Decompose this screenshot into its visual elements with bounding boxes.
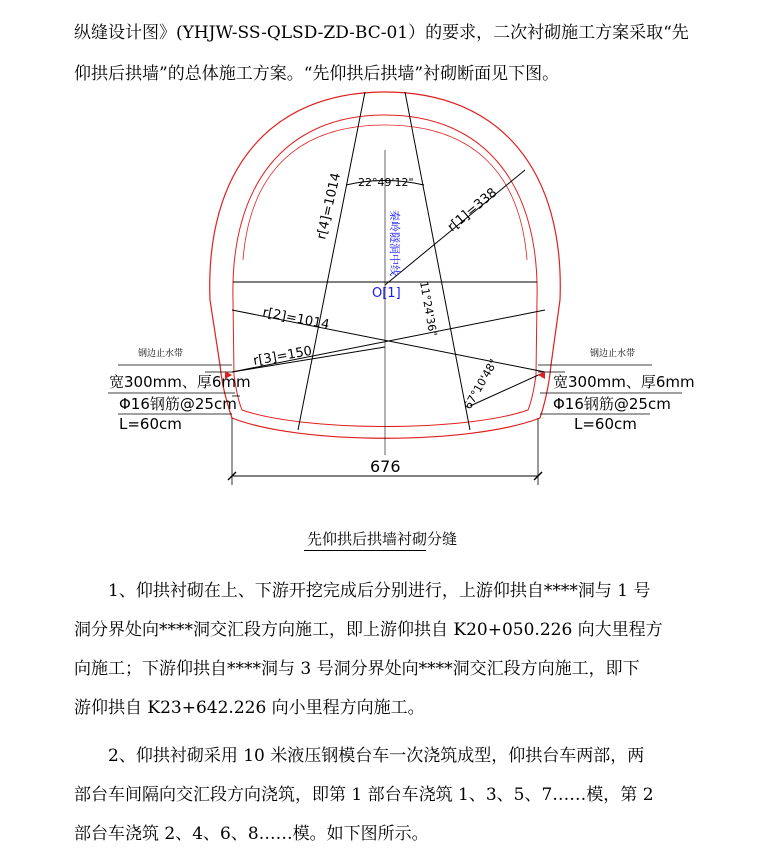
right-spec-rebar: Φ16钢筋@25cm — [553, 395, 671, 413]
r2-label: r[2]=1014 — [261, 305, 331, 333]
left-waterstop-tag: 钢边止水带 — [138, 349, 184, 359]
p1-line-3: 向施工；下游仰拱自****洞与 3 号洞分界处向****洞交汇段方向施工，即下 — [74, 659, 640, 679]
p2-line-3: 部台车浇筑 2、4、6、8……模。如下图所示。 — [74, 824, 429, 844]
left-spec-length: L=60cm — [119, 415, 182, 433]
angle-right-label: 11°24'36" — [417, 280, 440, 338]
intro-line-2: 仰拱后拱墙”的总体施工方案。“先仰拱后拱墙”衬砌断面见下图。 — [74, 64, 560, 84]
right-spec-width: 宽300mm、厚6mm — [553, 373, 695, 391]
intro-line-1: 纵缝设计图》(YHJW-SS-QLSD-ZD-BC-01）的要求，二次衬砌施工方案采取“先 — [74, 23, 689, 43]
figure-caption: 先仰拱后拱墙衬砌分缝 — [307, 530, 458, 548]
p1-line-2: 洞分界处向****洞交汇段方向施工，即上游仰拱自 K20+050.226 向大里程方 — [74, 620, 663, 640]
p1-line-4: 游仰拱自 K23+642.226 向小里程方向施工。 — [74, 698, 425, 718]
center-point-label: O[1] — [372, 286, 401, 301]
width-dimension: 676 — [370, 457, 401, 476]
angle-bottom-right-label: 67°10'48" — [461, 356, 501, 412]
p2-line-2: 部台车间隔向交汇段方向浇筑，即第 1 部台车浇筑 1、3、5、7……模，第 2 — [74, 785, 654, 805]
p1-line-1: 1、仰拱衬砌在上、下游开挖完成后分别进行，上游仰拱自****洞与 1 号 — [108, 581, 651, 601]
left-spec-width: 宽300mm、厚6mm — [109, 373, 251, 391]
right-spec-length: L=60cm — [574, 415, 637, 433]
r3-label: r[3]=150 — [252, 343, 314, 369]
r1-label: r[1]=338 — [444, 185, 501, 236]
p2-line-1: 2、仰拱衬砌采用 10 米液压钢模台车一次浇筑成型，仰拱台车两部，两 — [108, 746, 645, 766]
caption-underline — [304, 550, 426, 551]
r4-label: r[4]=1014 — [314, 171, 345, 241]
right-waterstop-tag: 钢边止水带 — [590, 349, 636, 359]
angle-top-label: 22°49'12" — [358, 176, 414, 189]
left-spec-rebar: Φ16钢筋@25cm — [119, 395, 237, 413]
centerline-label: 秦岭隧洞中线 — [388, 210, 401, 276]
